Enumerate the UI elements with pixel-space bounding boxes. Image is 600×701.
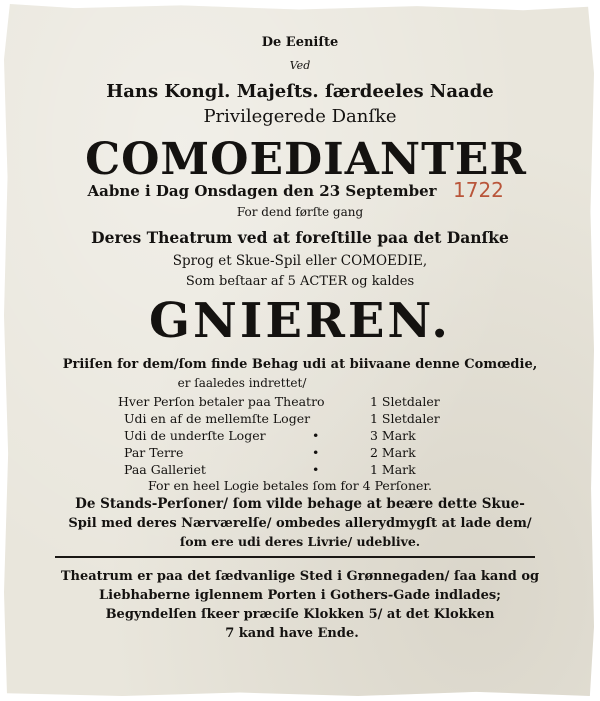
price-row-label: Paa Galleriet	[124, 462, 206, 477]
price-row-value: 1 Mark	[370, 462, 416, 477]
handwritten-year-annotation: 1722	[453, 178, 504, 202]
notice-line-3: ſom ere udi deres Livrie/ udeblive.	[179, 534, 421, 549]
footer-line-1: Theatrum er paa det ſædvanlige Sted i Grønnegaden/ ſaa kand og	[60, 569, 540, 584]
divider-rule	[55, 556, 535, 558]
comoedianter-title: COMOEDIANTER	[85, 134, 527, 185]
price-row-dot: •	[312, 428, 320, 443]
price-intro-1: Priiſen for dem/ſom finde Behag udi at biivaane denne Comœdie,	[62, 357, 538, 372]
header-line-8: Deres Theatrum ved at foreſtille paa det Danſke	[91, 228, 509, 247]
header-line-2: Ved	[289, 59, 311, 72]
footer-line-2: Liebhaberne iglennem Porten i Gothers-Gade indlades;	[99, 588, 501, 603]
header-line-6: Aabne i Dag Onsdagen den 23 September	[87, 182, 437, 200]
price-row-label: Hver Perſon betaler paa Theatro	[118, 394, 325, 409]
header-line-7: For dend førſte gang	[236, 205, 364, 219]
header-line-10: Som beſtaar af 5 ACTER og kaldes	[185, 274, 415, 289]
price-row-value: 1 Sletdaler	[370, 394, 440, 409]
footer-line-3: Begyndelſen ſkeer præciſe Klokken 5/ at det Klokken	[105, 607, 495, 622]
price-row-label: Udi de underſte Loger	[124, 428, 266, 443]
notice-line-1: De Stands-Perſoner/ ſom vilde behage at beære dette Skue-	[75, 496, 525, 512]
price-row-value: 1 Sletdaler	[370, 411, 440, 426]
header-line-3: Hans Kongl. Majeſts. ſærdeeles Naade	[106, 81, 494, 102]
gnieren-title: GNIEREN.	[149, 293, 451, 349]
price-intro-2: er ſaaledes indrettet/	[177, 376, 307, 390]
price-row-value: 3 Mark	[370, 428, 416, 443]
price-row-label: Par Terre	[124, 445, 184, 460]
price-row-dot: •	[312, 462, 320, 477]
price-row-label: Udi en af de mellemſte Loger	[124, 411, 311, 426]
loge-note: For en heel Logie betales ſom for 4 Perſoner.	[148, 478, 432, 493]
notice-line-2: Spil med deres Nærværelſe/ ombedes allerydmygſt at lade dem/	[68, 516, 532, 531]
header-line-1: De Eeniſte	[261, 35, 339, 50]
price-row-value: 2 Mark	[370, 445, 416, 460]
price-row-dot: •	[312, 445, 320, 460]
header-line-9: Sprog et Skue-Spil eller COMOEDIE,	[172, 253, 428, 269]
footer-line-4: 7 kand have Ende.	[225, 626, 359, 641]
header-line-4: Privilegerede Danſke	[203, 106, 397, 127]
